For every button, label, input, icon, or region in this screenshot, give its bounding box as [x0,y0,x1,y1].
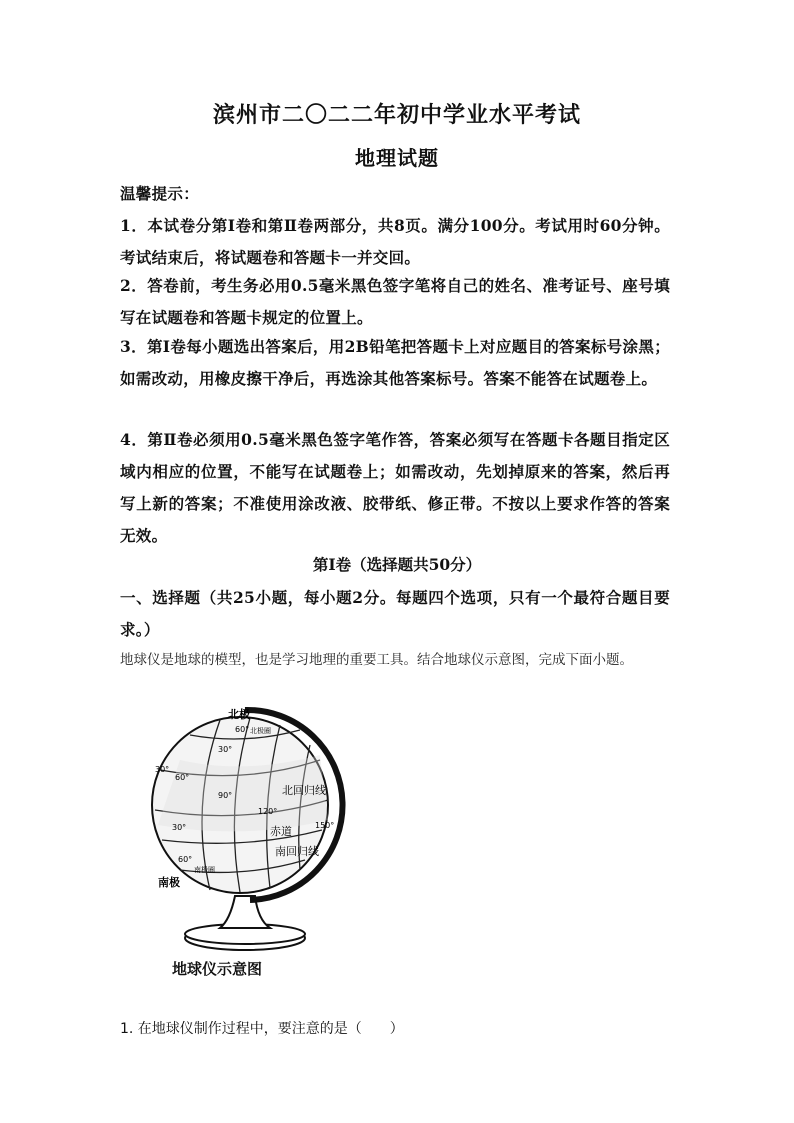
label-arctic: 北极圈 [250,727,271,735]
label-lat60n: 60° [235,725,250,734]
label-lat30n: 30° [218,745,233,754]
globe-illustration [150,700,350,980]
question-intro: 地球仪是地球的模型，也是学习地理的重要工具。结合地球仪示意图，完成下面小题。 [120,652,633,668]
exam-title: 滨州市二〇二二年初中学业水平考试 [212,102,581,128]
note-item-3: 3．第Ⅰ卷每小题选出答案后，用2B铅笔把答题卡上对应题目的答案标号涂黑；如需改动，用橡皮擦干净后，再选涂其他答案标号。答案不能答在试题卷上。 [120,337,670,388]
section-heading: 第Ⅰ卷（选择题共50分） [312,555,482,574]
label-lon90: 90° [218,791,233,800]
section-instruction: 一、选择题（共25小题，每小题2分。每题四个选项，只有一个最符合题目要求。） [120,588,670,639]
label-antarctic: 南极圈 [194,866,215,874]
figure-caption: 地球仪示意图 [172,960,263,978]
label-lat30s: 30° [172,823,187,832]
label-lat60s: 60° [178,855,193,864]
notes-heading: 温馨提示： [120,184,200,203]
label-south-pole: 南极 [158,876,180,889]
label-tropic-capricorn: 南回归线 [275,845,319,858]
label-equator: 赤道 [270,825,292,838]
question-1: 1. 在地球仪制作过程中，要注意的是（ ） [120,1021,404,1037]
globe-figure [150,700,350,980]
exam-subtitle: 地理试题 [355,146,439,170]
label-north-pole: 北极 [228,708,250,721]
label-lon120: 120° [258,807,278,816]
label-tropic-cancer: 北回归线 [282,784,326,797]
note-item-1: 1．本试卷分第Ⅰ卷和第Ⅱ卷两部分，共8页。满分100分。考试用时60分钟。考试结束后，将试题卷和答题卡一并交回。 [120,216,670,267]
label-lat30n-b: 30° [155,765,170,774]
note-item-4: 4．第Ⅱ卷必须用0.5毫米黑色签字笔作答，答案必须写在答题卡各题目指定区域内相应的位置，不能写在试题卷上；如需改动，先划掉原来的答案，然后再写上新的答案；不准使用涂改液、胶带纸、修正带。不按以上要求作答的答案无效。 [120,430,670,545]
label-lon60: 60° [175,773,190,782]
note-item-2: 2．答卷前，考生务必用0.5毫米黑色签字笔将自己的姓名、准考证号、座号填写在试题卷和答题卡规定的位置上。 [120,276,670,327]
label-lon150: 150° [315,821,335,830]
